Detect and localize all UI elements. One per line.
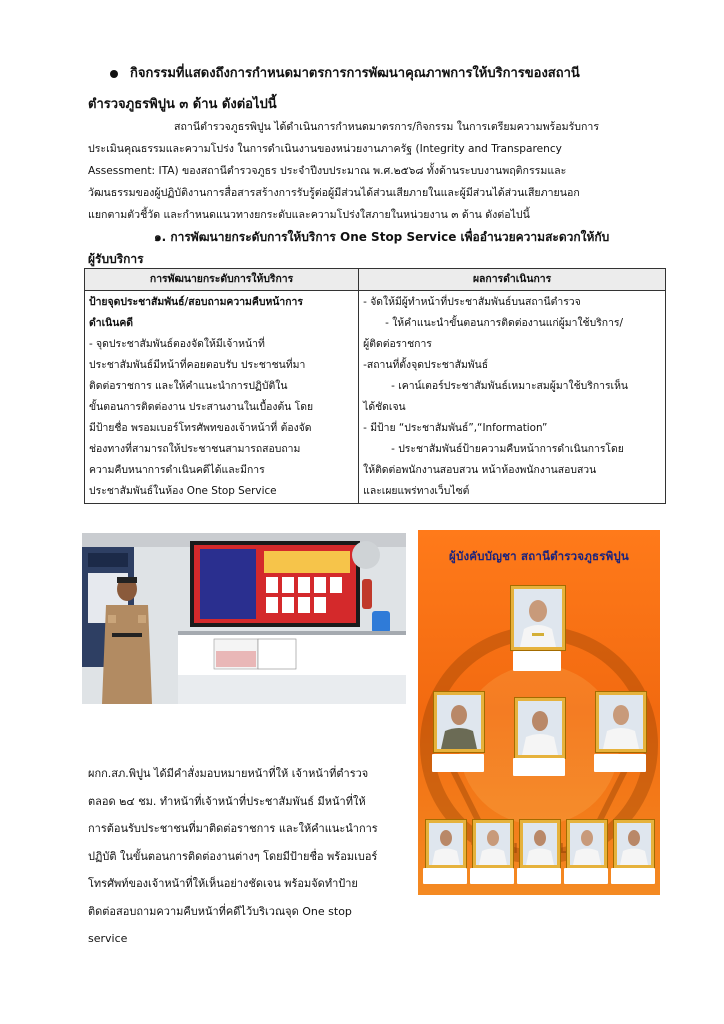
commander-portrait	[426, 820, 466, 868]
commanders-poster	[418, 530, 660, 895]
description-line: โทรศัพท์ของเจ้าหน้าที่ให้เห็นอย่างชัดเจน พร้อมจัดทำป้าย	[88, 877, 358, 890]
intro-line-1: สถานีตำรวจภูธรพิปูน ได้ดำเนินการกำหนดมาตรการ/กิจกรรม ในการเตรียมความพร้อมรับการ	[174, 121, 600, 133]
bullet-icon	[110, 70, 118, 78]
description-line: ปฏิบัติ ในขั้นตอนการติดต่องานต่างๆ โดยมีป้ายชื่อ พร้อมเบอร์	[88, 849, 378, 863]
officer-photo-illustration	[82, 533, 406, 704]
portrait-caption	[513, 651, 561, 671]
cell-line: - มีป้าย “ประชาสัมพันธ์”,“Information”	[363, 422, 548, 434]
cell-line: ติดต่อราชการ และให้คำแนะนำการปฏิบัติใน	[89, 380, 288, 392]
portrait-icon	[514, 589, 562, 647]
intro-line-2: ประเมินคุณธรรมและความโปร่ง ในการดำเนินงานของหน่วยงานภาครัฐ (Integrity and Transparency	[88, 143, 562, 155]
commander-portrait	[473, 820, 513, 868]
portrait-icon	[429, 823, 463, 865]
results-cell	[359, 291, 666, 504]
cell-line: ความคืบหนาการดำเนินคดีได้และมีการ	[89, 464, 265, 476]
photo-description	[88, 760, 410, 953]
cell-line: - ให้คำแนะนำขั้นตอนการติดต่องานแก่ผู้มาใช้บริการ/	[385, 317, 623, 329]
commander-portrait	[434, 692, 484, 752]
intro-paragraph	[88, 116, 658, 226]
table-row	[85, 291, 666, 504]
cell-line: และเผยแพร่ทางเว็บไซต์	[363, 485, 470, 497]
intro-line-4: วัฒนธรรมของผู้ปฏิบัติงานการสื่อสารสร้างการรับรู้ต่อผู้มีส่วนได้ส่วนเสียภายในและผู้มีส่วนได้ส่วนเสียภายนอก	[88, 187, 580, 199]
section-heading	[88, 58, 668, 120]
cell-line: - เคาน์เตอร์ประชาสัมพันธ์เหมาะสมผู้มาใช้บริการเห็น	[391, 380, 629, 392]
commander-portrait	[520, 820, 560, 868]
development-cell	[85, 291, 359, 504]
results-table	[84, 268, 666, 504]
portrait-caption	[564, 868, 608, 884]
cell-line: ประชาสัมพันธ์ในห้อง One Stop Service	[89, 485, 277, 497]
portrait-icon	[523, 823, 557, 865]
officer-photo	[82, 533, 406, 704]
header-results: ผลการดำเนินการ	[359, 269, 666, 291]
subsection-heading	[88, 226, 658, 270]
commander-portrait	[614, 820, 654, 868]
portrait-icon	[599, 695, 643, 749]
header-development: การพัฒนายกระดับการให้บริการ	[85, 269, 359, 291]
table-header-row	[85, 269, 666, 291]
commander-portrait	[596, 692, 646, 752]
cell-line: - ประชาสัมพันธ์ป้ายความคืบหน้าการดำเนินการโดย	[391, 443, 624, 455]
subsection-line-2: ผู้รับบริการ	[88, 252, 144, 266]
portrait-caption	[513, 758, 565, 776]
portrait-icon	[617, 823, 651, 865]
description-line: ตลอด ๒๔ ชม. ทำหน้าที่เจ้าหน้าที่ประชาสัมพันธ์ มีหน้าที่ให้	[88, 794, 366, 808]
cell-line: ได้ชัดเจน	[363, 401, 406, 413]
portrait-caption	[517, 868, 561, 884]
description-line: การต้อนรับประชาชนที่มาติดต่อราชการ และให้คำแนะนำการ	[88, 822, 378, 835]
cell-line: ขั้นตอนการติดต่องาน ประสานงานในเบื้องต้น โดย	[89, 401, 314, 413]
portrait-icon	[476, 823, 510, 865]
cell-line: ผู้ติดต่อราชการ	[363, 338, 432, 350]
portrait-caption	[594, 754, 646, 772]
intro-line-3: Assessment: ITA) ของสถานีตำรวจภูธร ประจำปีงบประมาณ พ.ศ.๒๕๖๘ ทั้งด้านระบบงานพฤติกรรมและ	[88, 165, 567, 177]
cell-title-1: ป้ายจุดประชาสัมพันธ์/สอบถามความคืบหน้าการ	[89, 296, 303, 308]
portrait-caption	[611, 868, 655, 884]
cell-line: ประชาสัมพันธ์มีหน้าที่คอยตอบรับ ประชาชนที่มา	[89, 359, 306, 371]
intro-line-5: แยกตามตัวชี้วัด และกำหนดแนวทางยกระดับและความโปร่งใสภายในหน่วยงาน ๓ ด้าน ดังต่อไปนี้	[88, 209, 530, 221]
commander-portrait	[567, 820, 607, 868]
portrait-icon	[518, 701, 562, 755]
portrait-caption	[432, 754, 484, 772]
commander-portrait	[511, 586, 565, 650]
cell-line: - จัดให้มีผู้ทำหน้าที่ประชาสัมพันธ์บนสถานีตำรวจ	[363, 296, 581, 308]
cell-line: -สถานที่ตั้งจุดประชาสัมพันธ์	[363, 359, 489, 371]
commander-portrait	[515, 698, 565, 758]
heading-line-1: กิจกรรมที่แสดงถึงการกำหนดมาตรการการพัฒนาคุณภาพการให้บริการของสถานี	[130, 66, 580, 81]
poster-title: ผู้บังคับบัญชา สถานีตำรวจภูธรพิปูน	[449, 549, 629, 563]
cell-line: - จุดประชาสัมพันธ์ตองจัดให้มีเจ้าหน้าที่	[89, 338, 265, 350]
cell-title-2: ดำเนินคดี	[89, 317, 134, 329]
cell-line: มีป้ายชื่อ พรอมเบอร์โทรศัพทของเจ้าหน้าที่ ต้องจัด	[89, 422, 312, 434]
portrait-caption	[423, 868, 467, 884]
portrait-caption	[470, 868, 514, 884]
portrait-icon	[437, 695, 481, 749]
description-line: ติดต่อสอบถามความคืบหน้าที่คดีไว้บริเวณจุด One stop	[88, 904, 352, 918]
description-line: ผกก.สภ.พิปูน ได้มีคำสั่งมอบหมายหน้าที่ให้ เจ้าหน้าที่ตำรวจ	[88, 767, 369, 780]
subsection-line-1: ๑. การพัฒนายกระดับการให้บริการ One Stop Service เพื่ออำนวยความสะดวกให้กับ	[154, 230, 610, 244]
cell-line: ช่องทางที่สามารถให้ประชาชนสามารถสอบถาม	[89, 443, 301, 455]
description-line: service	[88, 932, 128, 945]
portrait-icon	[570, 823, 604, 865]
heading-line-2: ตำรวจภูธรพิปูน ๓ ด้าน ดังต่อไปนี้	[88, 97, 277, 112]
cell-line: ให้ติดต่อพนักงานสอบสวน หน้าห้องพนักงานสอบสวน	[363, 464, 597, 476]
